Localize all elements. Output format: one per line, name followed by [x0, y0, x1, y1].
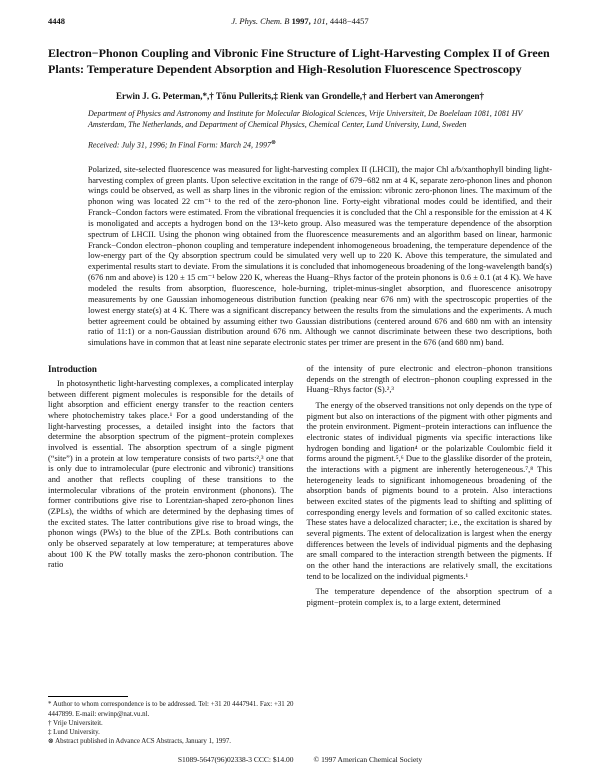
article-title: Electron−Phonon Coupling and Vibronic Fine Structure of Light-Harvesting Complex II of Green Plants: Temperature Dependent Absorption and High-Resolution Fluorescence Spectroscopy: [48, 46, 550, 76]
footnote-vrije-universiteit: † Vrije Universiteit.: [48, 719, 103, 727]
abstract-paragraph: Polarized, site-selected fluorescence was measured for light-harvesting complex II (LHCII), the major Chl a/b/xanthophyll binding light-harvesting complex of green plants. Upon selective excitation in the range of 679−682 nm at 4 K, separate zero-phonon lines and phonon wings could be observed, as well as sharp lines in the vibronic region of the emission: vibronic zero-phonon lines. The maximum of the phonon wing was located 22 cm⁻¹ to the red of the zero-phonon line. Forty-eight vibrational modes could be identified, and their Franck−Condon factors were estimated. From the vibrational frequencies it is concluded that the Chl a responsible for the emission at 4 K is monoligated and accepts a hydrogen bond on the 13¹-keto group. Also measured was the temperature dependence of the absorption spectrum of LHCII. Using the phonon wing obtained from the fluorescence measurements and an algorithm based on linear, harmonic Franck−Condon electron−phonon coupling and temperature independent inhomogeneous broadening, the temperature dependence of the low-energy part of the Qy absorption spectrum could be simulated very well up to 220 K. Above this temperature, the simulated and experimental results start to deviate. From the simulations it is concluded that inhomogeneous broadening of the long-wavelength band(s) (676 nm and above) is 120 ± 15 cm⁻¹ below 220 K, whereas the Huang−Rhys factor of the protein phonons is 0.6 ± 0.1 (at 4 K). We have modeled the results from absorption, fluorescence, hole-burning, triplet-minus-singlet absorption, and fluorescence anisotropy measurements by one Gaussian inhomogeneous distribution function (peaking near 676 nm) with the spectroscopic properties of the lowest energy state(s) at 4 K. There was a significant discrepancy between the results from the simulations and the experiments. A much better agreement could be obtained by assuming either two Gaussian distributions (centered around 676 and 680 nm with an intensity ratio of 11:1) or a non-Gaussian distribution around 676 nm. Although we cannot discriminate between these two descriptions, both simulations have in common that at least nine separate electronic states per trimer are present in the 676 (and 680 nm) band.: [88, 164, 552, 348]
page-header: [48, 16, 552, 28]
footnote-block: [48, 696, 294, 746]
journal-citation: [48, 16, 552, 26]
page-number: 4448: [48, 16, 65, 26]
left-column: [48, 364, 294, 746]
body-paragraph-energy: The energy of the observed transitions not only depends on the type of pigment but also on interactions of the pigment with other pigments and the protein environment. Pigment−protein interactions can influence the electronic states of individual pigments via specific interactions like hydrogen bonding and ligation⁴ or the polarizable Coulombic field it forms around the pigment.⁵,⁶ Due to the glasslike disorder of the protein, the interactions with a pigment are inherently heterogeneous.⁷,⁸ This heterogeneity leads to significant inhomogeneous broadening of the absorption bands of pigments bound to a protein. Also interactions between excited states of the pigments lead to shifting and splitting of corresponding energy levels and formation of so called excitonic states. These states have a delocalized character; i.e., the excitation is shared by several pigments. The extent of delocalization is largest when the energy differences between the levels of individual pigments and the dephasing are small compared to the interaction strength between the pigments. If on the other hand the interactions are relatively small, the excitations tend to be localized on the individual pigments.¹: [306, 401, 552, 581]
affiliations: Department of Physics and Astronomy and Institute for Molecular Biological Sciences, Vrije Universiteit, De Boelelaan 1081, 1081 HV Amsterdam, The Netherlands, and Department of Chemical Physics, Chemical Center, Lund University, Lund, Sweden: [88, 108, 523, 129]
two-column-body: [48, 364, 552, 746]
intro-paragraph-left: In photosynthetic light-harvesting complexes, a complicated interplay between different pigment molecules is responsible for the details of light absorption and efficient energy transfer to the reaction centers where photochemistry takes place.¹ For a good understanding of the light-harvesting processes, a detailed insight into the factors that determine the absorption spectrum of the pigment−protein complexes involved is essential. The absorption spectrum of a single pigment (“site”) in a protein at low temperature consists of two parts:²,³ one that is only due to intramolecular (pure electronic and vibronic) transitions and another that reflects coupling of these transitions to the intermolecular vibrations of the protein environment (phonons). The former contributions give rise to Lorentzian-shaped zero-phonon lines (ZPLs), the widths of which are determined by the dephasing times of the excited states. The latter contributions give rise to broad wings, the phonon wings (PWs) to the blue of the ZPLs. Both contributions can only be observed separately at low temperature; at temperatures above about 100 K the PW totally masks the zero-phonon contribution. The ratio: [48, 379, 294, 570]
abstract-published-mark: ⊗: [270, 140, 277, 147]
footnote-correspondence: * Author to whom correspondence is to be addressed. Tel: +31 20 4447941. Fax: +31 20 4447899. E-mail: erwinp@nat.vu.nl.: [48, 701, 294, 718]
citation-volume: 101,: [312, 16, 328, 26]
received-text: Received: July 31, 1996; In Final Form: March 24, 1997: [88, 140, 271, 150]
citation-year: 1997,: [291, 16, 311, 26]
author-line: Erwin J. G. Peterman,*,† Tõnu Pullerits,‡ Rienk van Grondelle,† and Herbert van Amerongen†: [116, 90, 485, 101]
body-paragraph-continuation: of the intensity of pure electronic and electron−phonon transitions depends on the strength of electron−phonon coupling expressed in the Huang−Rhys factor (S).²,³: [306, 364, 552, 395]
right-column: [307, 364, 553, 746]
page-footer: [48, 755, 552, 764]
introduction-heading: Introduction: [48, 364, 97, 375]
footnote-lund-university: ‡ Lund University.: [48, 728, 100, 736]
footnote-rule: [48, 696, 128, 697]
body-paragraph-temperature: The temperature dependence of the absorption spectrum of a pigment−protein complex is, to a large extent, determined: [306, 587, 552, 608]
copyright-notice: © 1997 American Chemical Society: [313, 755, 423, 764]
footnote-abstract-published: ⊗ Abstract published in Advance ACS Abstracts, January 1, 1997.: [48, 737, 231, 745]
citation-pages: 4448−4457: [329, 16, 369, 26]
journal-name: J. Phys. Chem. B: [231, 16, 290, 26]
document-code: S1089-5647(96)02338-3 CCC: $14.00: [177, 755, 294, 764]
received-line: [88, 139, 552, 150]
